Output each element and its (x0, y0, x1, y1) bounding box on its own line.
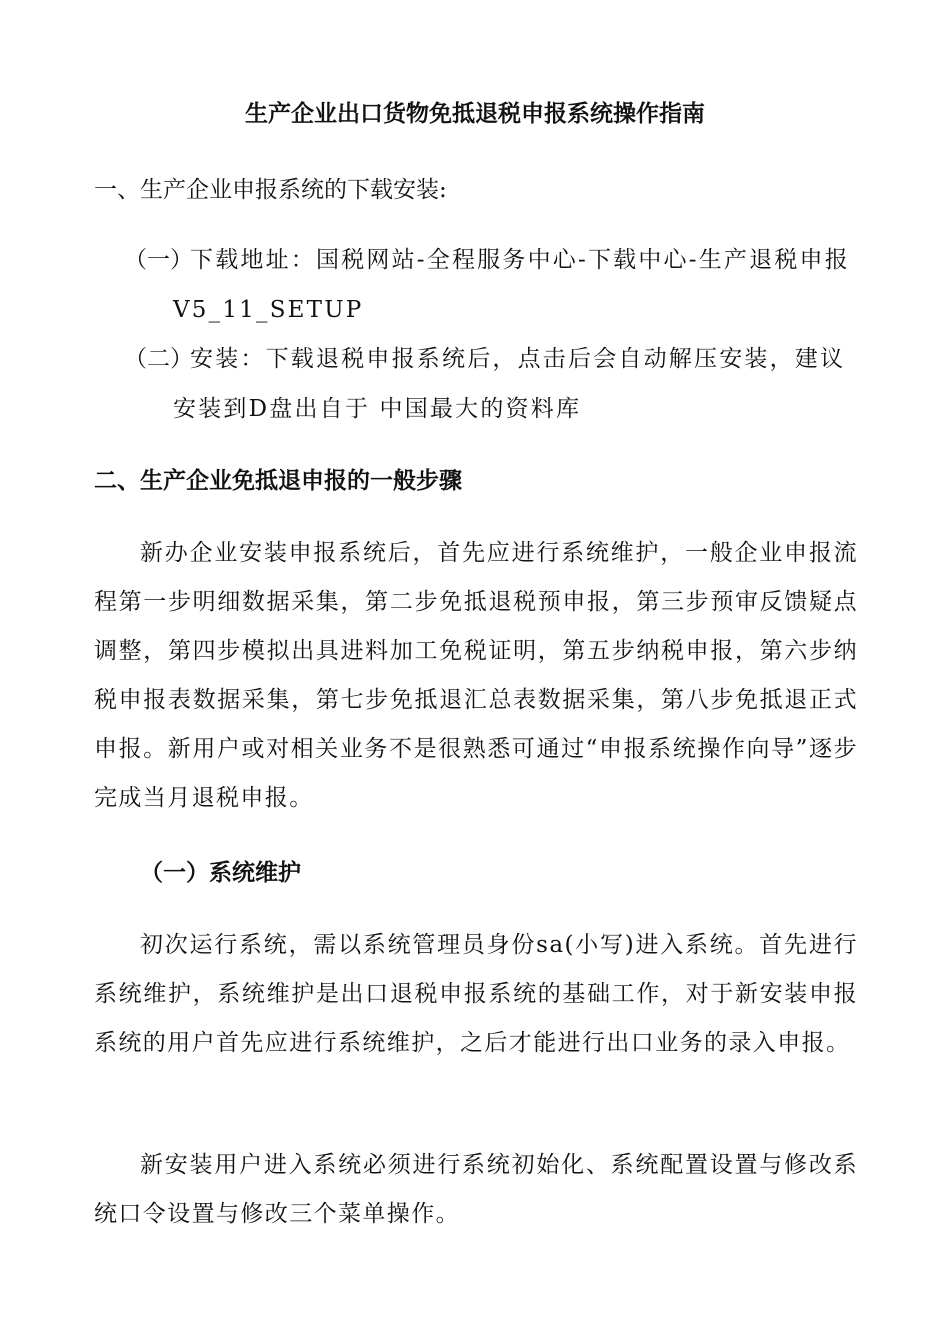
system-maintenance-paragraph-1: 初次运行系统，需以系统管理员身份sa(小写)进入系统。首先进行系统维护，系统维护是出口退税申报系统的基础工作，对于新安装申报系统的用户首先应进行系统维护，之后才能进行出口业务的录入申报。 (94, 932, 858, 1056)
item-text: 安装：下载退税申报系统后，点击后会自动解压安装，建议安装到D盘出自于 中国最大的资料库 (173, 346, 846, 422)
section-2-heading: 二、生产企业免抵退申报的一般步骤 (94, 468, 462, 494)
download-address-item (124, 235, 859, 335)
item-text: 下载地址：国税网站-全程服务中心-下载中心-生产退税申报V5_11_SETUP (173, 247, 850, 323)
subsection-system-maintenance-heading: （一）系统维护 (140, 860, 301, 886)
item-number: （一） (124, 247, 193, 273)
system-maintenance-paragraph-2: 新安装用户进入系统必须进行系统初始化、系统配置设置与修改系统口令设置与修改三个菜单操作。 (94, 1152, 858, 1227)
section-1-heading: 一、生产企业申报系统的下载安装: (94, 177, 447, 203)
document-title: 生产企业出口货物免抵退税申报系统操作指南 (245, 101, 705, 127)
section-2-intro-paragraph: 新办企业安装申报系统后，首先应进行系统维护，一般企业申报流程第一步明细数据采集，第二步免抵退税预申报，第三步预审反馈疑点调整，第四步模拟出具进料加工免税证明，第五步纳税申报，第六步纳税申报表数据采集，第七步免抵退汇总表数据采集，第八步免抵退正式申报。新用户或对相关业务不是很熟悉可通过“申报系统操作向导”逐步完成当月退税申报。 (94, 540, 858, 811)
install-item (124, 334, 859, 434)
item-number: （二） (124, 346, 193, 372)
